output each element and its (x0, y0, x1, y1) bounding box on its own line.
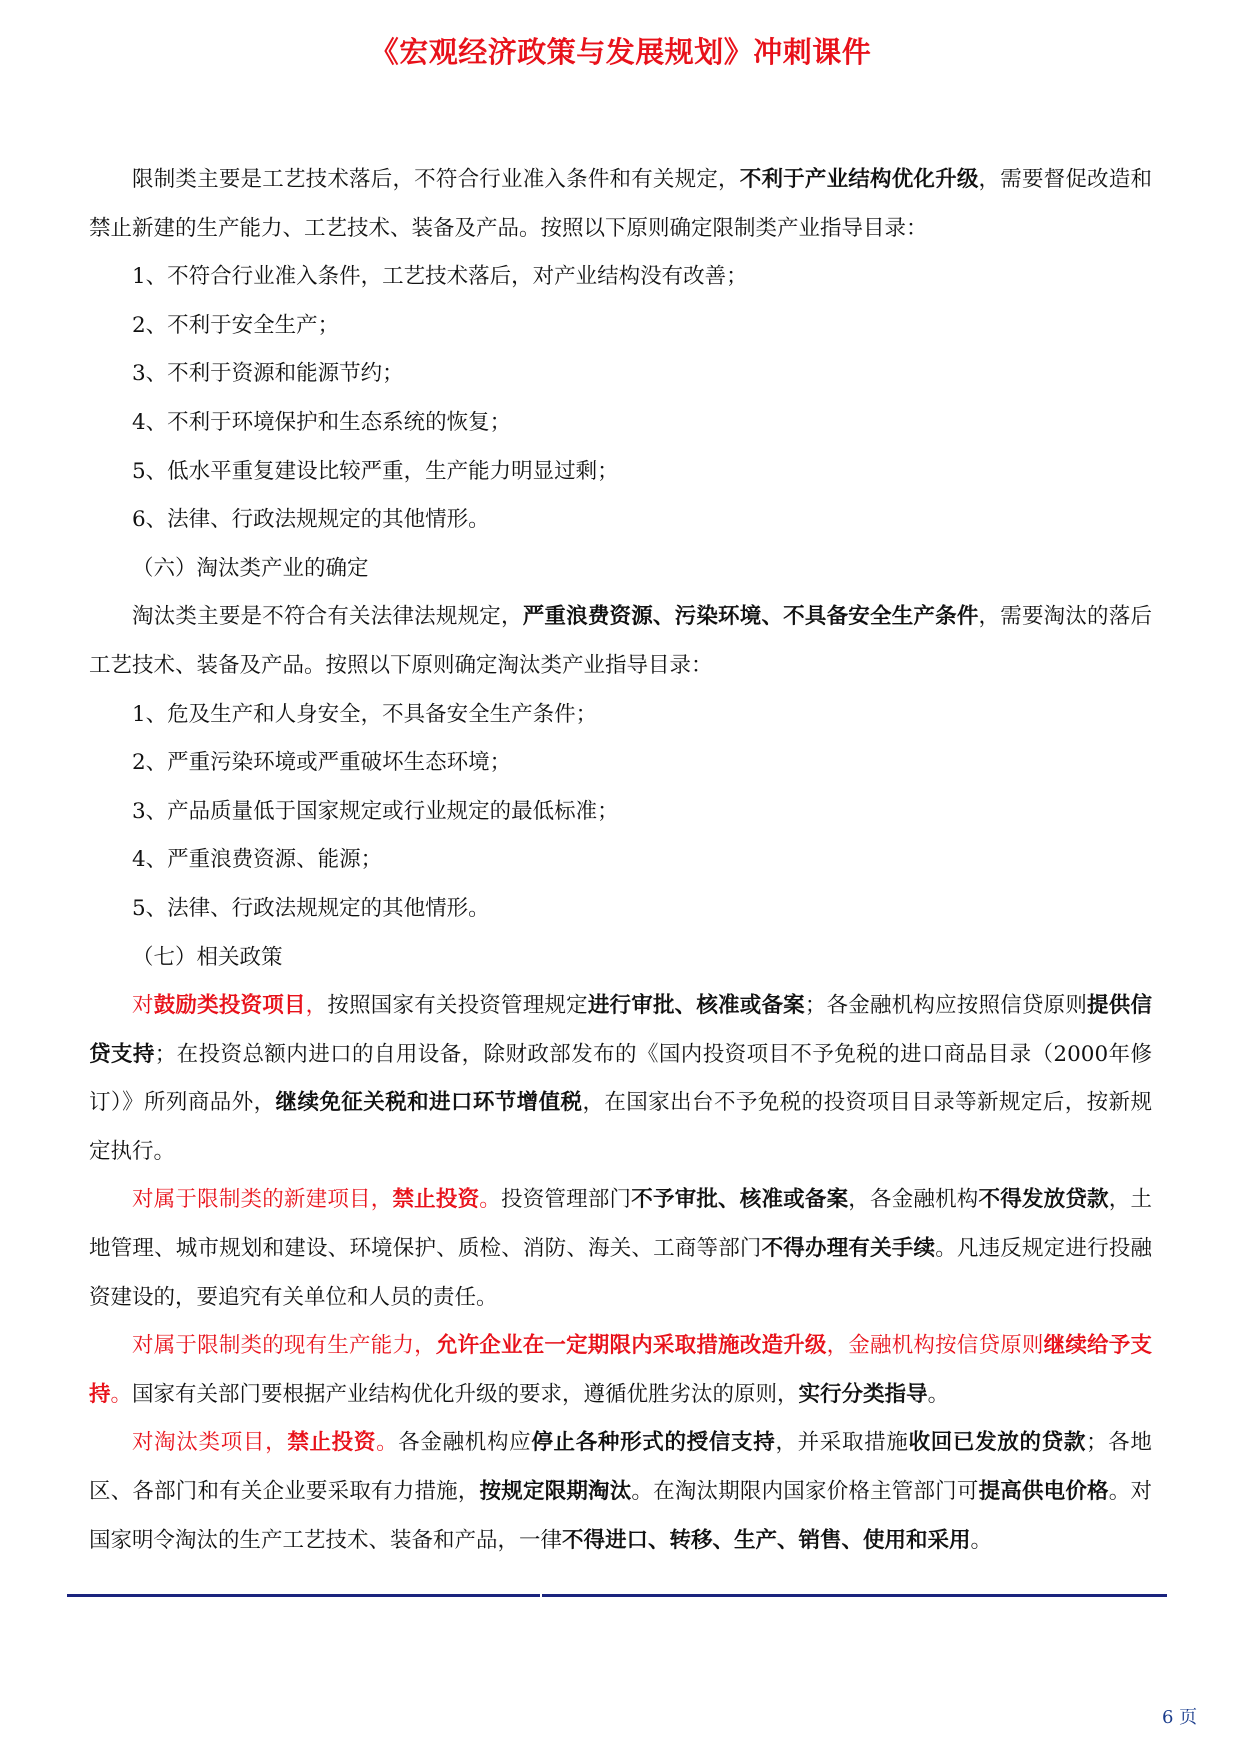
list-item: 5、法律、行政法规规定的其他情形。 (132, 895, 490, 921)
list-item: 4、严重浪费资源、能源； (132, 847, 383, 873)
red-bold-text: 禁止投资 (287, 1430, 377, 1456)
text-span: 。对国家明令淘汰的生产工艺技术、装备和产品，一律 (89, 1479, 1152, 1553)
text-span: 。 (927, 1381, 950, 1407)
red-bold-text: 允许企业在一定期限内采取措施改造升级 (435, 1333, 827, 1359)
bold-text: 提高供电价格 (978, 1479, 1109, 1505)
red-bold-text: 禁止投资 (392, 1187, 480, 1213)
text-span: ，在国家出台不予免税的投资项目目录等新规定后，按新规定执行。 (89, 1090, 1152, 1164)
list-item: 3、不利于资源和能源节约； (132, 361, 404, 387)
bold-text: 提供信贷支持 (89, 993, 1152, 1067)
text-span: ；各地区、各部门和有关企业要采取有力措施， (89, 1430, 1152, 1505)
bold-text: 不利于产业结构优化升级 (739, 167, 979, 192)
bold-text: 收回已发放的贷款 (908, 1430, 1087, 1456)
red-text: 。 (376, 1430, 399, 1456)
list-item: 1、危及生产和人身安全，不具备安全生产条件； (132, 701, 598, 727)
paragraph-elimination-policy (89, 1419, 1152, 1565)
paragraph-restricted-intro (89, 156, 1152, 253)
bold-text: 进行审批、核准或备案 (587, 993, 805, 1019)
document-body (89, 156, 1152, 1565)
list-item: 1、不符合行业准入条件，工艺技术落后，对产业结构没有改善； (132, 264, 748, 290)
text-span: ，各金融机构 (848, 1187, 979, 1213)
list-item: 4、不利于环境保护和生态系统的恢复； (132, 409, 512, 435)
bold-text: 不得进口、转移、生产、销售、使用和采用 (562, 1527, 971, 1553)
list-item: 2、严重污染环境或严重破坏生态环境； (132, 750, 512, 776)
text-span: ；在投资总额内进口的自用设备，除财政部发布的《国内投资项目不予免税的进口商品目录（2000年修订）》所列商品外， (89, 1041, 1152, 1116)
bold-text: 继续免征关税和进口环节增值税 (275, 1090, 583, 1116)
list-item: 6、法律、行政法规规定的其他情形。 (132, 507, 490, 533)
bold-text: 不得办理有关手续 (761, 1236, 936, 1262)
text-span: ，需要督促改造和禁止新建的生产能力、工艺技术、装备及产品。按照以下原则确定限制类产业指导目录： (89, 167, 1152, 241)
text-span: 按照国家有关投资管理规定 (327, 993, 588, 1019)
paragraph-encouraged-policy (89, 982, 1152, 1176)
page-title: 《宏观经济政策与发展规划》冲刺课件 (369, 35, 872, 69)
red-bold-text: 鼓励类投资项目 (153, 993, 306, 1019)
page-number: 6 页 (1162, 1707, 1198, 1728)
paragraph-elimination-intro (89, 593, 1152, 690)
text-span: 。 (970, 1527, 993, 1553)
red-bold-text: 继续给予支持 (89, 1333, 1152, 1407)
text-span: 投资管理部门 (501, 1187, 632, 1213)
red-text: ，金融机构按信贷原则 (826, 1333, 1044, 1359)
red-text: 对属于限制类的现有生产能力， (132, 1333, 436, 1359)
text-span: ，土地管理、城市规划和建设、环境保护、质检、消防、海关、工商等部门 (89, 1187, 1152, 1262)
bold-text: 实行分类指导 (798, 1381, 928, 1407)
paragraph-restricted-new-projects (89, 1176, 1152, 1322)
text-span: ；各金融机构应按照信贷原则 (804, 993, 1088, 1019)
text-span: 淘汰类主要是不符合有关法律法规规定， (132, 604, 523, 630)
red-text: 对 (132, 993, 154, 1019)
section-heading-6: （六）淘汰类产业的确定 (132, 555, 369, 581)
red-text: ， (305, 993, 328, 1019)
bold-text: 严重浪费资源、污染环境、不具备安全生产条件 (522, 604, 979, 630)
list-item: 5、低水平重复建设比较严重，生产能力明显过剩； (132, 458, 619, 484)
text-span: 各金融机构应 (398, 1430, 532, 1456)
bold-text: 按规定限期淘汰 (479, 1479, 632, 1505)
red-text: 。 (110, 1381, 133, 1407)
red-text: 对淘汰类项目， (132, 1430, 288, 1456)
red-text: 。 (479, 1187, 501, 1213)
text-span: 。在淘汰期限内国家价格主管部门可 (631, 1479, 979, 1505)
footer-divider (67, 1594, 1167, 1597)
bold-text: 不予审批、核准或备案 (631, 1187, 849, 1213)
text-span: 国家有关部门要根据产业结构优化升级的要求，遵循优胜劣汰的原则， (132, 1381, 799, 1407)
bold-text: 停止各种形式的授信支持 (531, 1430, 776, 1456)
list-item: 2、不利于安全生产； (132, 312, 340, 338)
section-heading-7: （七）相关政策 (132, 944, 283, 970)
red-text: 对属于限制类的新建项目， (132, 1187, 393, 1213)
paragraph-restricted-existing-capacity (89, 1322, 1152, 1419)
text-span: ，并采取措施 (775, 1430, 909, 1456)
bold-text: 不得发放贷款 (978, 1187, 1109, 1213)
text-span: ，需要淘汰的落后工艺技术、装备及产品。按照以下原则确定淘汰类产业指导目录： (89, 604, 1152, 678)
text-span: 限制类主要是工艺技术落后，不符合行业准入条件和有关规定， (132, 167, 740, 192)
list-item: 3、产品质量低于国家规定或行业规定的最低标准； (132, 798, 619, 824)
text-span: 。凡违反规定进行投融资建设的，要追究有关单位和人员的责任。 (89, 1236, 1152, 1310)
footer-divider-gap (540, 1594, 542, 1597)
